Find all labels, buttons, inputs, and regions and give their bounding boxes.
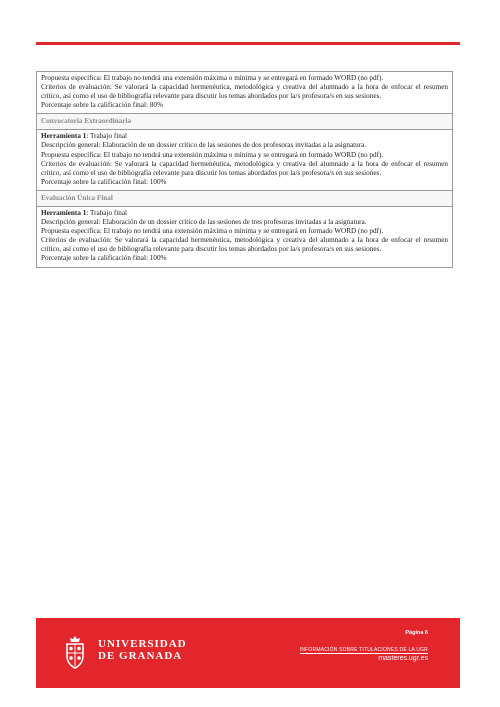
grade-percentage-text: Porcentaje sobre la calificación final: 100% [41, 177, 167, 186]
specific-proposal-text: Propuesta específica: El trabajo no tendrá una extensión máxima o mínima y se entregará en formado WORD (no pdf). [41, 150, 384, 159]
website-link[interactable]: masteres.ugr.es [378, 655, 428, 662]
evaluation-criteria-text: Criterios de evaluación: Se valorará la capacidad hermenéutica, metodológica y creativa del alumnado a la hora de enfocar el resumen crítico, así como el uso de bibliografía relevante para discutir los temas abordados por la/s profesora/s en sus sesiones. [41, 83, 448, 101]
general-description-text: Descripción general: Elaboración de un dossier crítico de las sesiones de dos profesoras invitadas a la asignatura. [41, 141, 367, 150]
tool-line [41, 209, 448, 218]
tool-label: Herramienta 1 [41, 132, 87, 141]
tool-label: Herramienta 1 [41, 208, 87, 217]
page-number: Página 6 [405, 630, 428, 636]
general-description-text: Descripción general: Elaboración de un dossier crítico de las sesiones de tres profesoras invitadas a la asignatura. [41, 218, 367, 227]
degrees-info-text: INFORMACIÓN SOBRE TITULACIONES DE LA UGR [299, 647, 428, 653]
section-header-unica-final: Evaluación Única Final [37, 190, 452, 207]
evaluation-block-extraordinaria [37, 130, 452, 190]
specific-proposal-text: Propuesta específica: El trabajo no tendrá una extensión máxima o mínima y se entregará en formado WORD (no pdf). [41, 227, 384, 236]
evaluation-block-unica-final [37, 207, 452, 267]
specific-proposal-text: Propuesta específica: El trabajo no tendrá una extensión máxima o mínima y se entregará en formado WORD (no pdf). [41, 74, 384, 82]
university-name [98, 638, 187, 662]
university-name-line2: DE GRANADA [98, 650, 183, 662]
evaluation-table [36, 71, 453, 268]
tool-value: : Trabajo final [86, 208, 128, 217]
footer-banner [36, 618, 460, 688]
evaluation-criteria-text: Criterios de evaluación: Se valorará la capacidad hermenéutica, metodológica y creativa del alumnado a la hora de enfocar el resumen crítico, así como el uso de bibliografía relevante para discutir los temas abordados por la/s profesora/s en sus sesiones. [41, 159, 448, 177]
section-header-extraordinaria: Convocatoria Extraordinaria [37, 113, 452, 130]
tool-line [41, 132, 448, 141]
evaluation-block-ordinaria [37, 72, 452, 113]
grade-percentage-text: Porcentaje sobre la calificación final: 80% [41, 101, 163, 110]
top-red-rule [36, 42, 460, 45]
university-crest-icon [62, 635, 88, 669]
grade-percentage-text: Porcentaje sobre la calificación final: 100% [41, 254, 167, 263]
evaluation-criteria-text: Criterios de evaluación: Se valorará la capacidad hermenéutica, metodológica y creativa del alumnado a la hora de enfocar el resumen crítico, así como el uso de bibliografía relevante para discutir los temas abordados por la/s profesora/s en sus sesiones. [41, 236, 448, 254]
university-name-line1: UNIVERSIDAD [98, 638, 187, 650]
tool-value: : Trabajo final [86, 132, 128, 141]
